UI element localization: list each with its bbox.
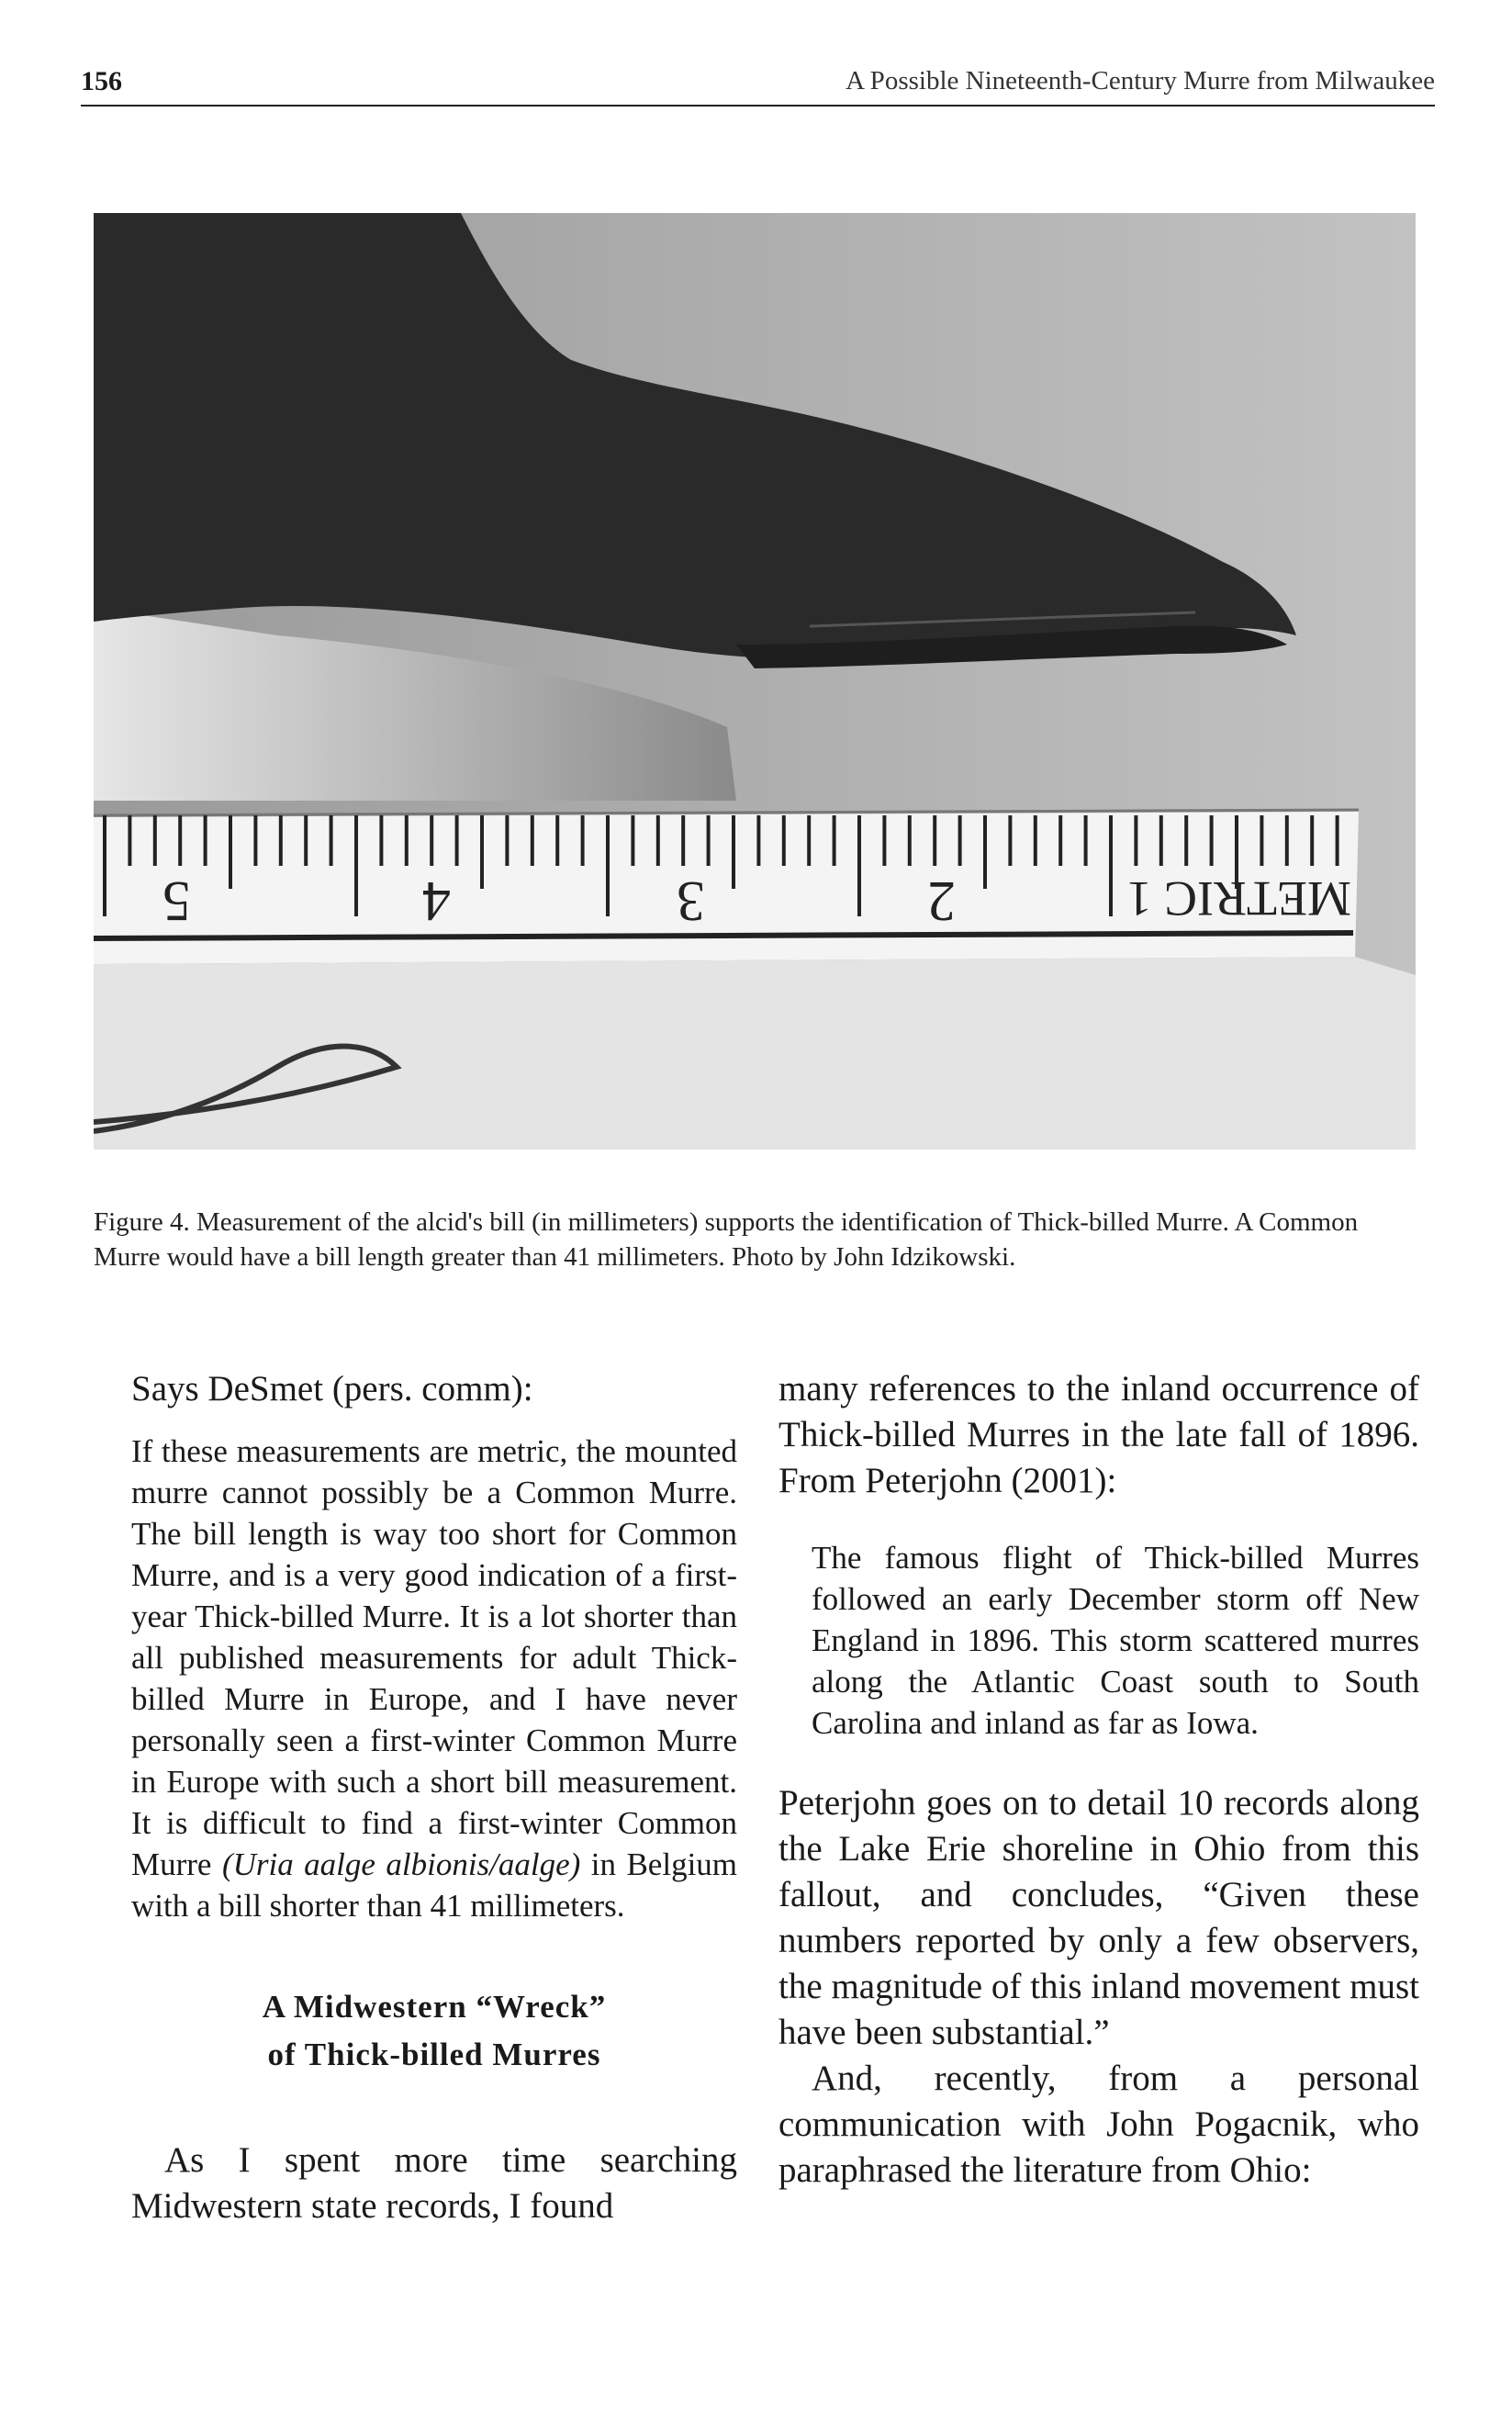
section-heading bbox=[131, 1983, 737, 2079]
ruler-number-2: 2 bbox=[927, 870, 956, 932]
figure-caption: Figure 4. Measurement of the alcid's bill (in millimeters) supports the identification of Thick-billed Murre. A Common Murre would have a bill length greater than 41 millimeters. Photo by John Idzikowski. bbox=[94, 1207, 1359, 1272]
ruler-number-3: 3 bbox=[677, 870, 705, 932]
running-title: A Possible Nineteenth-Century Murre from Milwaukee bbox=[846, 66, 1435, 95]
left-paragraph: As I spent more time searching Midwestern state records, I found bbox=[131, 2140, 737, 2226]
left-column bbox=[131, 1366, 737, 2229]
bill-photo bbox=[94, 213, 1416, 1150]
desmet-quote-text-2: in Belgium with a bill shorter than 41 millimeters. bbox=[131, 1846, 738, 1924]
desmet-quote-text-1: If these measurements are metric, the mounted murre cannot possibly be a Common Murre. The bill length is way too short for Common Murre, and is a very good indication of a first-year Thick-billed Murre. It is a lot shorter than all published measurements for adult Thick-billed Murre in Europe, and I have never personally seen a first-winter Common Murre in Europe with such a short bill measurement. It is difficult to find a first-winter Common Murre bbox=[131, 1433, 737, 1882]
running-head bbox=[81, 57, 1435, 107]
ruler-number-4: 4 bbox=[422, 870, 451, 932]
right-paragraph-1: many references to the inland occurrence of Thick-billed Murres in the late fall of 1896. From Peterjohn (2001): bbox=[778, 1369, 1419, 1500]
metric-ruler bbox=[94, 810, 1359, 964]
ruler-label-metric: METRIC 1 bbox=[1126, 871, 1351, 926]
right-paragraph-2: Peterjohn goes on to detail 10 records along the Lake Erie shoreline in Ohio from this fallout, and concludes, “Given these numbers reported by only a few observers, the magnitude of this inland movement must have been substantial.” bbox=[778, 1783, 1419, 2052]
section-heading-line-1: A Midwestern “Wreck” bbox=[262, 1989, 607, 2025]
bill-photo-svg bbox=[94, 213, 1416, 1150]
species-name-italic: (Uria aalge albionis/aalge) bbox=[221, 1846, 581, 1882]
section-heading-line-2: of Thick-billed Murres bbox=[267, 2037, 601, 2072]
ruler-number-5: 5 bbox=[162, 870, 191, 932]
desmet-quote bbox=[131, 1431, 737, 1926]
peterjohn-quote: The famous flight of Thick-billed Murres followed an early December storm off New England in 1896. This storm scattered murres along the Atlantic Coast south to South Carolina and inland as far as Iowa. bbox=[812, 1540, 1419, 1741]
left-lead-line: Says DeSmet (pers. comm): bbox=[131, 1369, 533, 1408]
right-column bbox=[778, 1366, 1419, 2194]
page-number: 156 bbox=[81, 66, 122, 96]
right-paragraph-3: And, recently, from a personal communication with John Pogacnik, who paraphrased the literature from Ohio: bbox=[778, 2059, 1419, 2190]
